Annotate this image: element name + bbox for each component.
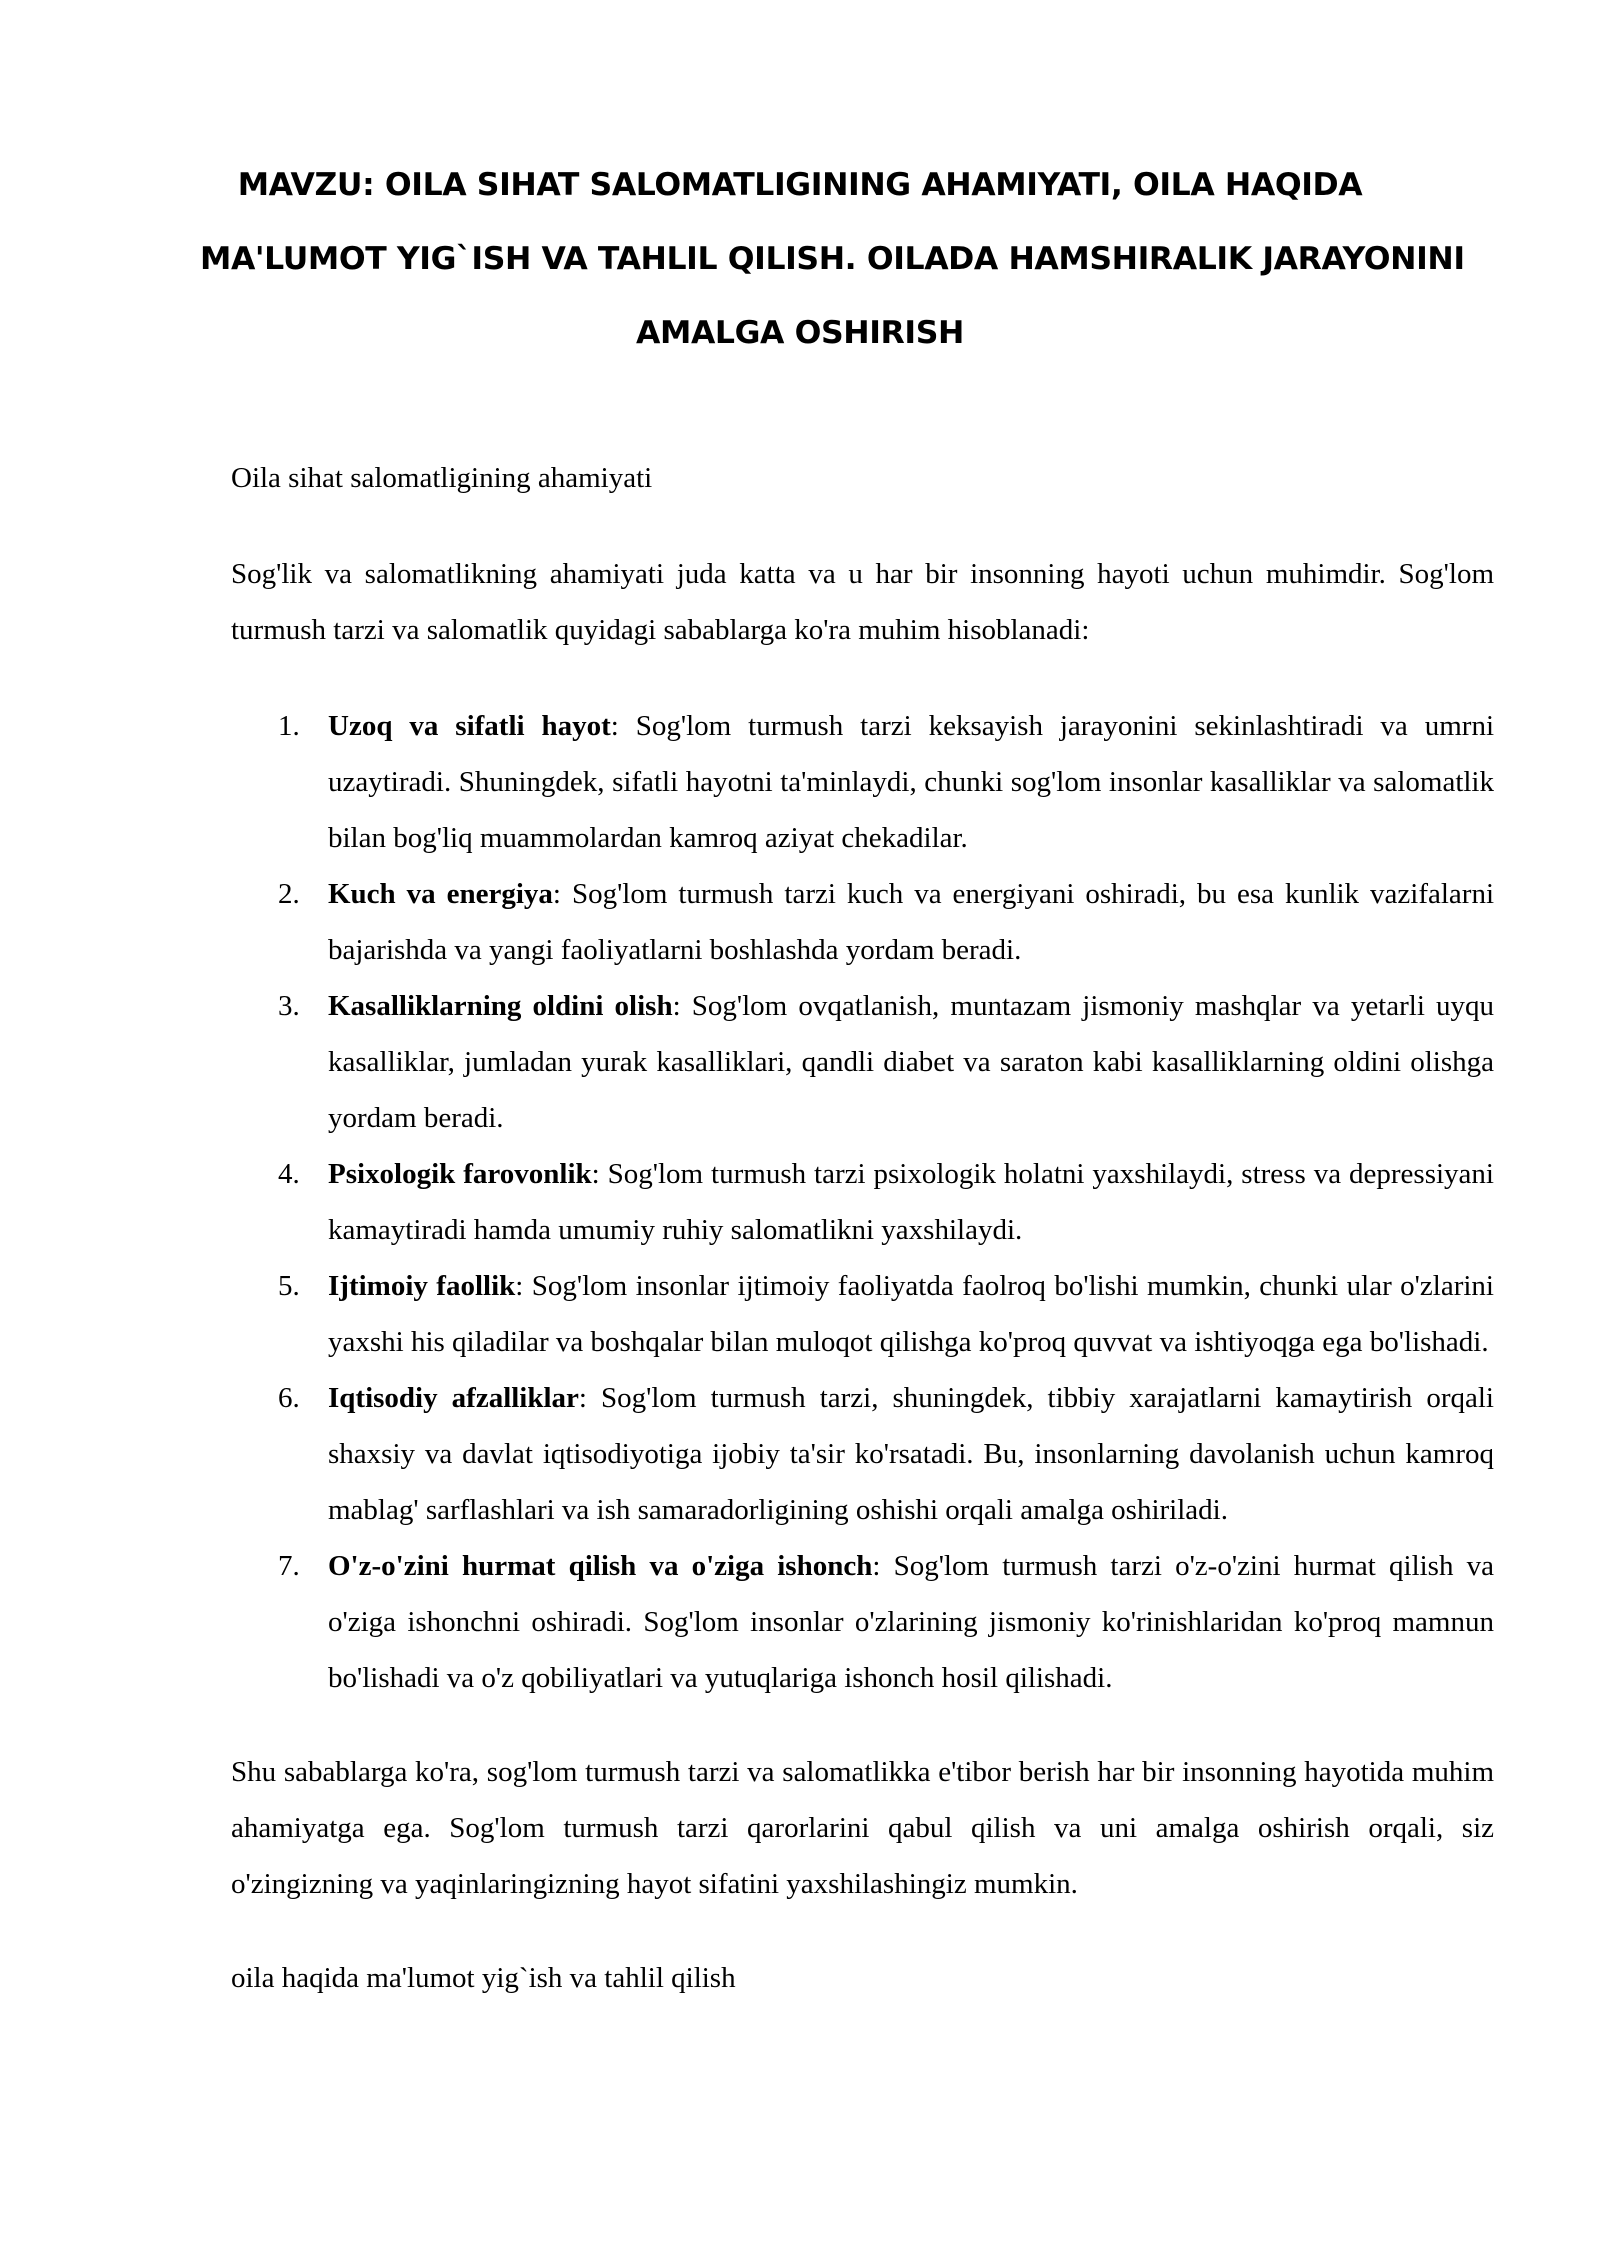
list-item-number: 7. (278, 1550, 300, 1582)
list-item (231, 1538, 1494, 1706)
document-body (231, 450, 1494, 2006)
list-item-term: Iqtisodiy afzalliklar (328, 1382, 579, 1414)
list-item-number: 4. (278, 1158, 300, 1190)
list-item-text: : Sog'lom turmush tarzi, shuningdek, tibbiy xarajatlarni kamaytirish orqali shaxsiy va davlat iqtisodiyotiga ijobiy ta'sir ko'rsatadi. Bu, insonlarning davolanish uchun kamroq mablag' sarflashlari va ish samaradorligining oshishi orqali amalga oshiriladi. (328, 1382, 1494, 1526)
list-item-text: : Sog'lom ovqatlanish, muntazam jismoniy mashqlar va yetarli uyqu kasalliklar, jumladan yurak kasalliklari, qandli diabet va saraton kabi kasalliklarning oldini olishga yordam beradi. (328, 990, 1494, 1134)
list-item (231, 978, 1494, 1146)
list-item (231, 1370, 1494, 1538)
conclusion-paragraph: Shu sabablarga ko'ra, sog'lom turmush tarzi va salomatlikka e'tibor berish har bir insonning hayotida muhim ahamiyatga ega. Sog'lom turmush tarzi qarorlarini qabul qilish va uni amalga oshirish orqali, siz o'zingizning va yaqinlaringizning hayot sifatini yaxshilashingiz mumkin. (231, 1756, 1494, 1900)
list-item (231, 698, 1494, 866)
list-item-term: O'z-o'zini hurmat qilish va o'ziga ishonch (328, 1550, 873, 1582)
document-title (200, 148, 1465, 370)
list-item-term: Kasalliklarning oldini olish (328, 990, 673, 1022)
list-item-term: Ijtimoiy faollik (328, 1270, 516, 1302)
list-item-term: Uzoq va sifatli hayot (328, 710, 611, 742)
list-item-number: 2. (278, 878, 300, 910)
list-item-term: Psixologik farovonlik (328, 1158, 592, 1190)
intro-paragraph: Sog'lik va salomatlikning ahamiyati juda katta va u har bir insonning hayoti uchun muhimdir. Sog'lom turmush tarzi va salomatlik quyidagi sabablarga ko'ra muhim hisoblanadi: (231, 558, 1494, 646)
reasons-list (231, 698, 1494, 1706)
list-item-text: : Sog'lom turmush tarzi o'z-o'zini hurmat qilish va o'ziga ishonchni oshiradi. Sog'lom insonlar o'zlarining jismoniy ko'rinishlaridan ko'proq mamnun bo'lishadi va o'z qobiliyatlari va yutuqlariga ishonch hosil qilishadi. (328, 1550, 1494, 1694)
list-item-text: : Sog'lom insonlar ijtimoiy faoliyatda faolroq bo'lishi mumkin, chunki ular o'zlarini yaxshi his qiladilar va boshqalar bilan muloqot qilishga ko'proq quvvat va ishtiyoqga ega bo'lishadi. (328, 1270, 1494, 1358)
list-item-term: Kuch va energiya (328, 878, 553, 910)
list-item-text: : Sog'lom turmush tarzi keksayish jarayonini sekinlashtiradi va umrni uzaytiradi. Shuningdek, sifatli hayotni ta'minlaydi, chunki sog'lom insonlar kasalliklar va salomatlik bilan bog'liq muammolardan kamroq aziyat chekadilar. (328, 710, 1495, 854)
title-line-1: MAVZU: OILA SIHAT SALOMATLIGINING AHAMIYATI, OILA HAQIDA (237, 167, 1363, 203)
list-item-number: 6. (278, 1382, 300, 1414)
section-heading-family-health: Oila sihat salomatligining ahamiyati (231, 462, 653, 494)
list-item (231, 866, 1494, 978)
list-item-number: 5. (278, 1270, 300, 1302)
title-line-2: MA'LUMOT YIG`ISH VA TAHLIL QILISH. OILADA HAMSHIRALIK JARAYONINI (200, 241, 1465, 277)
list-item-text: : Sog'lom turmush tarzi kuch va energiyani oshiradi, bu esa kunlik vazifalarni bajarishda va yangi faoliyatlarni boshlashda yordam beradi. (328, 878, 1494, 966)
list-item (231, 1258, 1494, 1370)
title-line-3: AMALGA OSHIRISH (636, 315, 964, 351)
list-item-number: 3. (278, 990, 300, 1022)
list-item-number: 1. (278, 710, 300, 742)
section-heading-data-collection: oila haqida ma'lumot yig`ish va tahlil qilish (231, 1962, 736, 1994)
list-item-text: : Sog'lom turmush tarzi psixologik holatni yaxshilaydi, stress va depressiyani kamaytiradi hamda umumiy ruhiy salomatlikni yaxshilaydi. (328, 1158, 1494, 1246)
list-item (231, 1146, 1494, 1258)
